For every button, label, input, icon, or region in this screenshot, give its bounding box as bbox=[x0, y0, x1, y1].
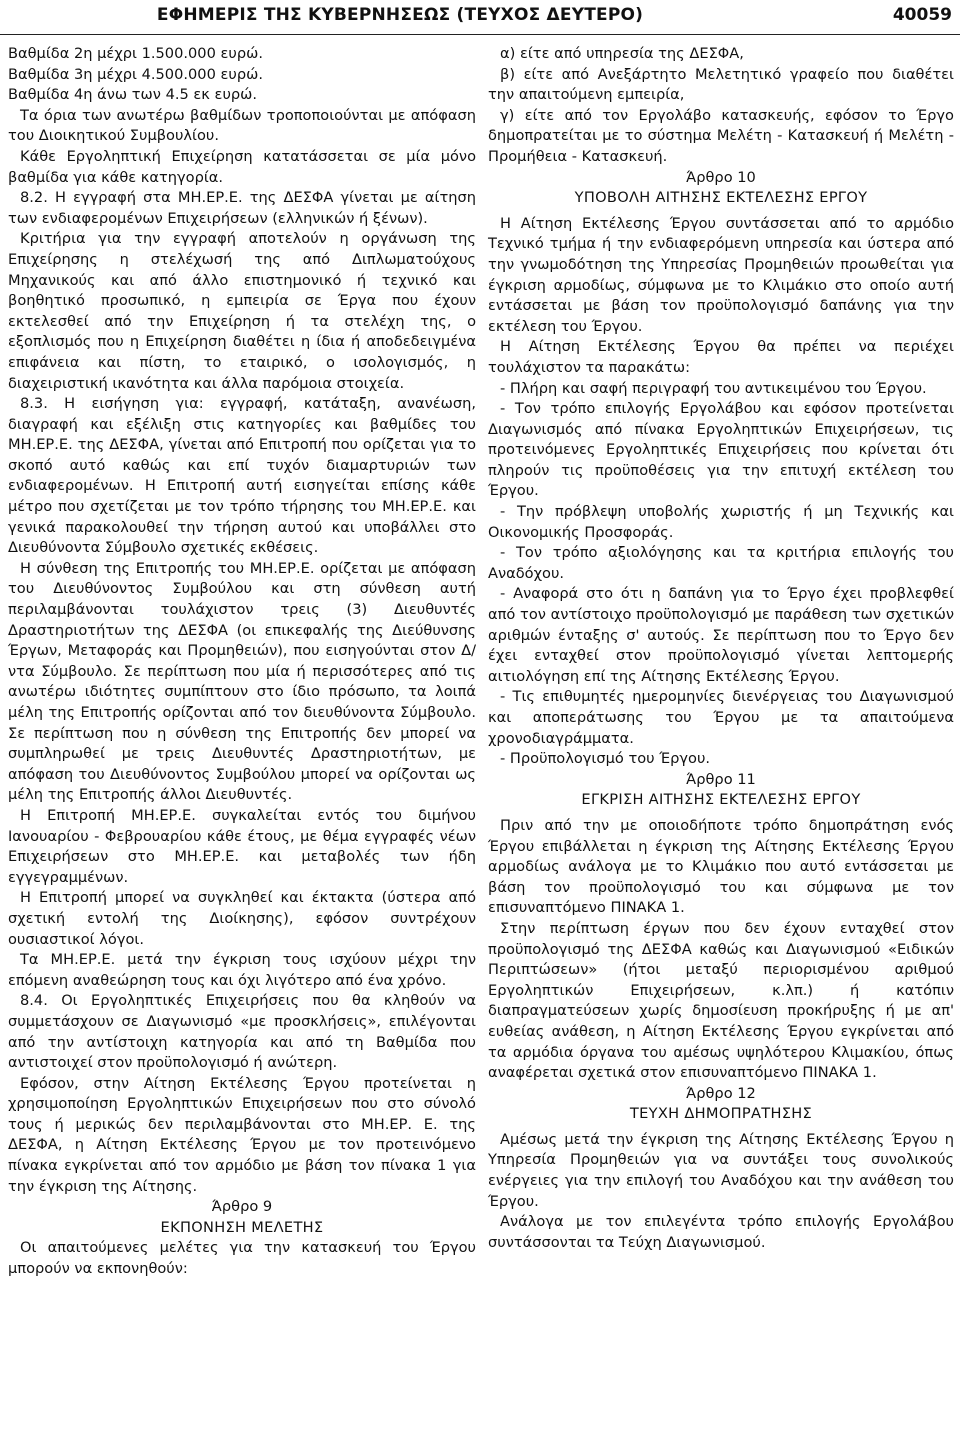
paragraph: Στην περίπτωση έργων που δεν έχουν ενταχθεί στον προϋπολογισμό της ΔΕΣΦΑ καθώς και Διαγωνισμού «Ειδικών Περιπτώσεων» (ήτοι μεταξύ περιορισμένου αριθμού Εργοληπτικών Επιχειρήσεων, κ.λπ.) ή κατόπιν διαπραγματεύσεων χωρίς δημοσίευση προκήρυξης ή με απ' ευθείας ανάθεση, η Αίτηση Εκτέλεσης Έργου εγκρίνεται από τα αρμόδια όργανα του αμέσως υψηλότερου Κλιμακίου, όπως αναφέρεται σχετικά στον επισυναπτόμενο ΠΙΝΑΚΑ 1. bbox=[488, 919, 954, 1082]
paragraph: Η Αίτηση Εκτέλεσης Έργου συντάσσεται από το αρμόδιο Τεχνικό τμήμα ή την ενδιαφερόμενη υπηρεσία και ύστερα από την γνωμοδότηση της Υπηρεσίας Προμηθειών προωθείται για έγκριση αρμοδίως, σύμφωνα με το Κλιμάκιο στο οποίο αυτή εντάσσεται με βάση τον προϋπολογισμό δαπάνης για την εκτέλεση του Έργου. bbox=[488, 214, 954, 335]
article-title: ΕΓΚΡΙΣΗ ΑΙΤΗΣΗΣ ΕΚΤΕΛΕΣΗΣ ΕΡΓΟΥ bbox=[581, 791, 861, 809]
paragraph: Τα όρια των ανωτέρω βαθμίδων τροποποιούνται με απόφαση του Διοικητικού Συμβουλίου. bbox=[8, 106, 476, 145]
paragraph: Τα ΜΗ.ΕΡ.Ε. μετά την έγκριση τους ισχύουν μέχρι την επόμενη αναθεώρηση τους και όχι λιγότερο από ένα χρόνο. bbox=[8, 951, 476, 989]
paragraph: Η Αίτηση Εκτέλεσης Έργου θα πρέπει να περιέχει τουλάχιστον τα παρακάτω: bbox=[488, 338, 954, 376]
gazette-title: ΕΦΗΜΕΡΙΣ ΤΗΣ ΚΥΒΕΡΝΗΣΕΩΣ (ΤΕΥΧΟΣ ΔΕΥΤΕΡΟ) bbox=[156, 5, 644, 25]
paragraph: Βαθμίδα 2η μέχρι 1.500.000 ευρώ. bbox=[8, 45, 263, 62]
list-item: β) είτε από Ανεξάρτητο Μελετητικό γραφείο που διαθέτει την απαιτούμενη εμπειρία, bbox=[488, 65, 954, 104]
paragraph: Αμέσως μετά την έγκριση της Αίτησης Εκτέλεσης Έργου η Υπηρεσία Προμηθειών για να συντάξει τους συνολικούς ενέργειες για την επιλογή του Αναδόχου και την ανάθεση του Έργου. bbox=[488, 1130, 954, 1210]
bullet-item: - Αναφορά στο ότι η δαπάνη για το Έργο έχει προβλεφθεί από τον αντίστοιχο προϋπολογισμό με παράθεση των σχετικών αριθμών ένταξης σ' αυτούς. Σε περίπτωση που το Έργο δεν έχει ενταχθεί στον προϋπολογισμό γίνεται λεπτομερής αιτιολόγηση επί της Αίτησης Εκτέλεσης Έργου. bbox=[488, 585, 954, 685]
right-column bbox=[488, 44, 954, 1253]
paragraph: Η σύνθεση της Επιτροπής του ΜΗ.ΕΡ.Ε. ορίζεται με απόφαση του Διευθύνοντος Συμβούλου και στη σύνθεση αυτή περιλαμβάνονται τουλάχιστον τρεις (3) Διευθυντές Δραστηριοτήτων της ΔΕΣΦΑ (οι επικεφαλής της Διεύθυνσης Έργων, Μεταφοράς και Προμηθειών), που εισηγούνται στον Δ/ντα Σύμβουλο. Σε περίπτωση που μία ή περισσότερες από τις ανωτέρω ιδιότητες συμπίπτουν στο ίδιο πρόσωπο, τα λοιπά μέλη της Επιτροπής ορίζονται από τον διευθύνοντα Σύμβουλο. Σε περίπτωση που η σύνθεση της Επιτροπής δεν μπορεί να συμπληρωθεί με τρεις Διευθυντές Δραστηριοτήτων, με απόφαση του Διευθύνοντος Συμβούλου μπορεί να ορίζονται ως μέλη της Επιτροπής άλλοι Διευθυντές. bbox=[8, 559, 476, 804]
paragraph: Η Επιτροπή ΜΗ.ΕΡ.Ε. συγκαλείται εντός του διμήνου Ιανουαρίου - Φεβρουαρίου κάθε έτους, με θέμα εγγραφές νέων Επιχειρήσεων στο ΜΗ.ΕΡ.Ε. και μεταβολές των ήδη εγγεγραμμένων. bbox=[8, 806, 476, 886]
paragraph: Βαθμίδα 4η άνω των 4.5 εκ ευρώ. bbox=[8, 86, 258, 104]
list-item: γ) είτε από τον Εργολάβο κατασκευής, εφόσον το Έργο δημοπρατείται με το σύστημα Μελέτη - Κατασκευή ή Μελέτη - Προμήθεια - Κατασκευή. bbox=[488, 106, 954, 165]
page-header bbox=[0, 0, 960, 35]
left-column bbox=[8, 44, 476, 1280]
bullet-item: - Τις επιθυμητές ημερομηνίες διενέργειας του Διαγωνισμού και αποπεράτωσης του Έργου με τα απαιτούμενα χρονοδιαγράμματα. bbox=[488, 688, 954, 747]
paragraph: Ανάλογα με τον επιλεγέντα τρόπο επιλογής Εργολάβου συντάσσονται τα Τεύχη Διαγωνισμού. bbox=[488, 1213, 954, 1251]
bullet-item: - Τον τρόπο αξιολόγησης και τα κριτήρια επιλογής του Αναδόχου. bbox=[488, 544, 954, 582]
article-number: Άρθρο 12 bbox=[686, 1084, 756, 1102]
paragraph: Η Επιτροπή μπορεί να συγκληθεί και έκτακτα (ύστερα από σχετική εντολή της Διοίκησης), εφόσον συντρέχουν ουσιαστικοί λόγοι. bbox=[8, 889, 476, 948]
paragraph: Βαθμίδα 3η μέχρι 4.500.000 ευρώ. bbox=[8, 65, 263, 83]
bullet-item: - Τον τρόπο επιλογής Εργολάβου και εφόσον προτείνεται Διαγωνισμός από πίνακα Εργοληπτικών Επιχειρήσεων, τις προτεινόμενες Εργοληπτικές Επιχειρήσεις που κρίνεται ότι πληρούν τις προϋποθέσεις για την επιτυχή εκτέλεση του Έργου. bbox=[488, 400, 954, 500]
paragraph: Κριτήρια για την εγγραφή αποτελούν η οργάνωση της Επιχείρησης η στελέχωσή της από Διπλωματούχους Μηχανικούς και από άλλο επιστημονικό ή τεχνικό και βοηθητικό προσωπικό, η εμπειρία σε Έργα που έχουν εκτελεσθεί από την Επιχείρηση ή τα στελέχη της, ο εξοπλισμός που η Επιχείρηση διαθέτει η ίδια ή αποδεδειγμένα επιφάνεια και πίστη, το εταιρικό, ο ισολογισμός, η διαχειριστική ικανότητα και άλλα παρόμοια στοιχεία. bbox=[8, 230, 476, 392]
bullet-item: - Προϋπολογισμό του Έργου. bbox=[500, 750, 711, 768]
list-item: α) είτε από υπηρεσία της ΔΕΣΦΑ, bbox=[500, 45, 744, 62]
paragraph: Πριν από την με οποιοδήποτε τρόπο δημοπράτηση ενός Έργου επιβάλλεται η έγκριση της Αίτησης Εκτέλεσης Έργου αρμοδίως ανάλογα με το Κλιμάκιο που αυτό εντάσσεται με βάση τον προϋπολογισμό του και σύμφωνα με τον επισυναπτόμενο ΠΙΝΑΚΑ 1. bbox=[488, 816, 954, 917]
paragraph: 8.4. Οι Εργοληπτικές Επιχειρήσεις που θα κληθούν να συμμετάσχουν σε Διαγωνισμό «με προσκλήσεις», επιλέγονται από την αντίστοιχη κατηγορία και από τη Βαθμίδα που αντιστοιχεί στον προϋπολογισμό ή ανώτερη. bbox=[8, 992, 476, 1072]
article-number: Άρθρο 10 bbox=[686, 168, 756, 186]
article-title: ΕΚΠΟΝΗΣΗ ΜΕΛΕΤΗΣ bbox=[160, 1218, 324, 1236]
article-number: Άρθρο 11 bbox=[686, 770, 756, 788]
bullet-item: - Την πρόβλεψη υποβολής χωριστής ή μη Τεχνικής και Οικονομικής Προσφοράς. bbox=[488, 503, 954, 541]
bullet-item: - Πλήρη και σαφή περιγραφή του αντικειμένου του Έργου. bbox=[500, 379, 927, 397]
article-number: Άρθρο 9 bbox=[211, 1198, 273, 1216]
page-number: 40059 bbox=[892, 5, 952, 25]
paragraph: Οι απαιτούμενες μελέτες για την κατασκευή του Έργου μπορούν να εκπονηθούν: bbox=[8, 1239, 476, 1278]
article-title: ΥΠΟΒΟΛΗ ΑΙΤΗΣΗΣ ΕΚΤΕΛΕΣΗΣ ΕΡΓΟΥ bbox=[574, 189, 868, 207]
paragraph: 8.2. Η εγγραφή στα ΜΗ.ΕΡ.Ε. της ΔΕΣΦΑ γίνεται με αίτηση των ενδιαφερομένων Επιχειρήσεων (ελληνικών ή ξένων). bbox=[8, 189, 476, 227]
paragraph: Εφόσον, στην Αίτηση Εκτέλεσης Έργου προτείνεται η χρησιμοποίηση Εργοληπτικών Επιχειρήσεων που στο σύνολό τους ή μερικώς δεν περιλαμβάνονται στο ΜΗ.ΕΡ. Ε. της ΔΕΣΦΑ, η Αίτηση Εκτέλεσης Έργου με τον προτεινόμενο πίνακα εγκρίνεται από τον αρμόδιο με βάση τον πίνακα 1 για την έγκριση της Αίτησης. bbox=[8, 1074, 476, 1195]
article-title: ΤΕΥΧΗ ΔΗΜΟΠΡΑΤΗΣΗΣ bbox=[629, 1105, 813, 1123]
paragraph: Κάθε Εργοληπτική Επιχείρηση κατατάσσεται σε μία μόνο βαθμίδα για κάθε κατηγορία. bbox=[8, 147, 476, 186]
paragraph: 8.3. Η εισήγηση για: εγγραφή, κατάταξη, ανανέωση, διαγραφή και εξέλιξη στις κατηγορίες και βαθμίδες του ΜΗ.ΕΡ.Ε. της ΔΕΣΦΑ, γίνεται από Επιτροπή που ορίζεται για το σκοπό αυτό καθώς και επί τυχόν διαμαρτυριών των ενδιαφερομένων. Η Επιτροπή αυτή εισηγείται επίσης κάθε μέτρο που σχετίζεται με τον τρόπο τήρησης του ΜΗ.ΕΡ.Ε. και γενικά παρακολουθεί την τήρηση αυτού και υποβάλλει στο Διευθύνοντα Σύμβουλο σχετικές εκθέσεις. bbox=[8, 395, 476, 557]
